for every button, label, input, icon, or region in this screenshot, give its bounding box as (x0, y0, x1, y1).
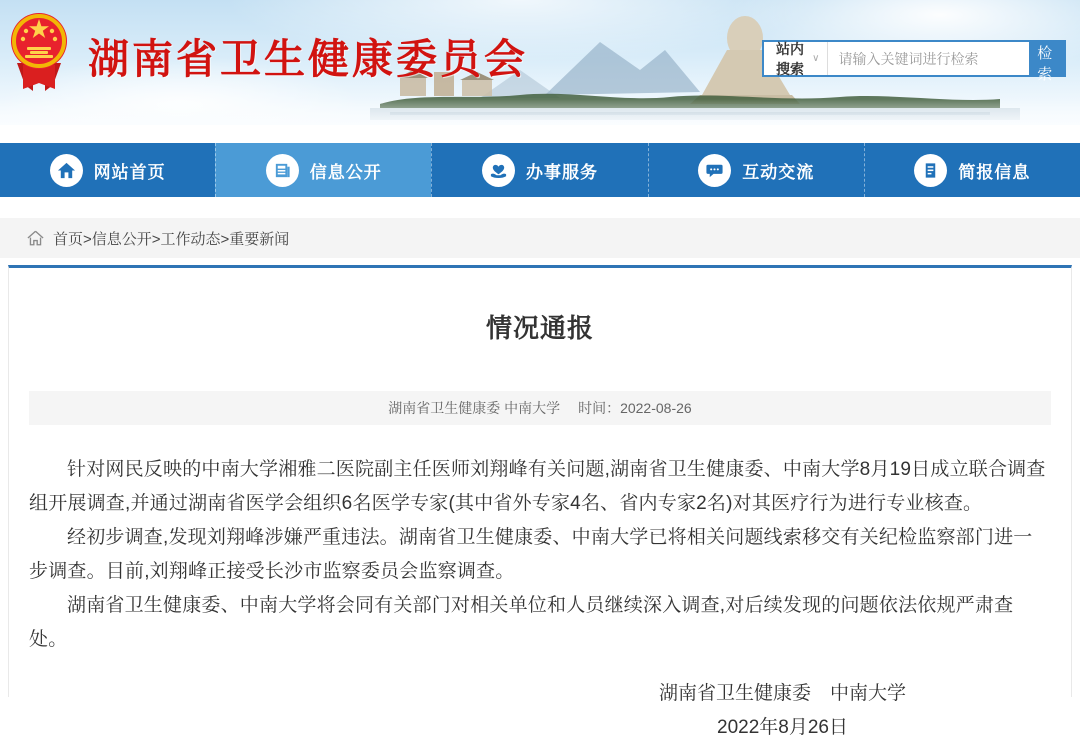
nav-item-label: 简报信息 (958, 162, 1031, 182)
home-icon (50, 154, 83, 187)
site-banner (0, 0, 1080, 125)
nav-item-info-disclosure[interactable] (215, 143, 431, 197)
signature-org: 湖南省卫生健康委 中南大学 (658, 683, 906, 704)
main-nav (0, 143, 1080, 197)
nav-item-interaction[interactable] (648, 143, 864, 197)
signature-date: 2022年8月26日 (717, 717, 848, 738)
info-disclosure-icon (266, 154, 299, 187)
nav-item-label: 办事服务 (526, 162, 598, 182)
article-paragraph: 针对网民反映的中南大学湘雅二医院副主任医师刘翔峰有关问题,湖南省卫生健康委、中南大学8月19日成立联合调查组开展调查,并通过湖南省医学会组织6名医学专家(其中省外专家4名、省内专家2名)对其医疗行为进行专业核查。 (29, 459, 1046, 514)
nav-item-label: 信息公开 (309, 162, 382, 182)
nav-item-services[interactable] (431, 143, 647, 197)
banner-fade (0, 99, 1080, 125)
article-meta-bar (29, 391, 1051, 425)
chevron-down-icon: ∨ (812, 53, 820, 64)
chat-bubble-icon (698, 154, 731, 187)
site-search (762, 40, 1066, 83)
search-scope-label: 站内搜索 (776, 40, 804, 77)
breadcrumb (0, 218, 1080, 258)
search-scope-select[interactable] (764, 42, 828, 75)
bulletin-doc-icon (914, 154, 947, 187)
article-paragraph: 经初步调查,发现刘翔峰涉嫌严重违法。湖南省卫生健康委、中南大学已将相关问题线索移交有关纪检监察部门进一步调查。目前,刘翔峰正接受长沙市监察委员会监察调查。 (29, 527, 1033, 582)
article-paragraph: 湖南省卫生健康委、中南大学将会同有关部门对相关单位和人员继续深入调查,对后续发现的问题依法依规严肃查处。 (29, 595, 1014, 650)
service-heart-icon (482, 154, 515, 187)
breadcrumb-home-icon (27, 230, 44, 246)
national-emblem-logo (9, 5, 69, 97)
article-body (29, 453, 1051, 657)
article-signature (29, 677, 1051, 745)
search-input[interactable] (828, 42, 1029, 75)
nav-item-label: 互动交流 (742, 162, 815, 182)
nav-item-label: 网站首页 (93, 162, 166, 182)
nav-item-bulletin[interactable] (864, 143, 1080, 197)
article-title: 情况通报 (485, 313, 594, 343)
article-container (8, 265, 1072, 738)
article-date: 时间：2022-08-26 (578, 400, 692, 416)
breadcrumb-path[interactable]: 首页>信息公开>工作动态>重要新闻 (53, 230, 290, 248)
article-source: 湖南省卫生健康委 中南大学 (388, 400, 561, 416)
site-title: 湖南省卫生健康委员会 (88, 36, 528, 82)
nav-item-home[interactable] (0, 143, 215, 197)
search-button[interactable]: 检 索 (1029, 42, 1064, 75)
